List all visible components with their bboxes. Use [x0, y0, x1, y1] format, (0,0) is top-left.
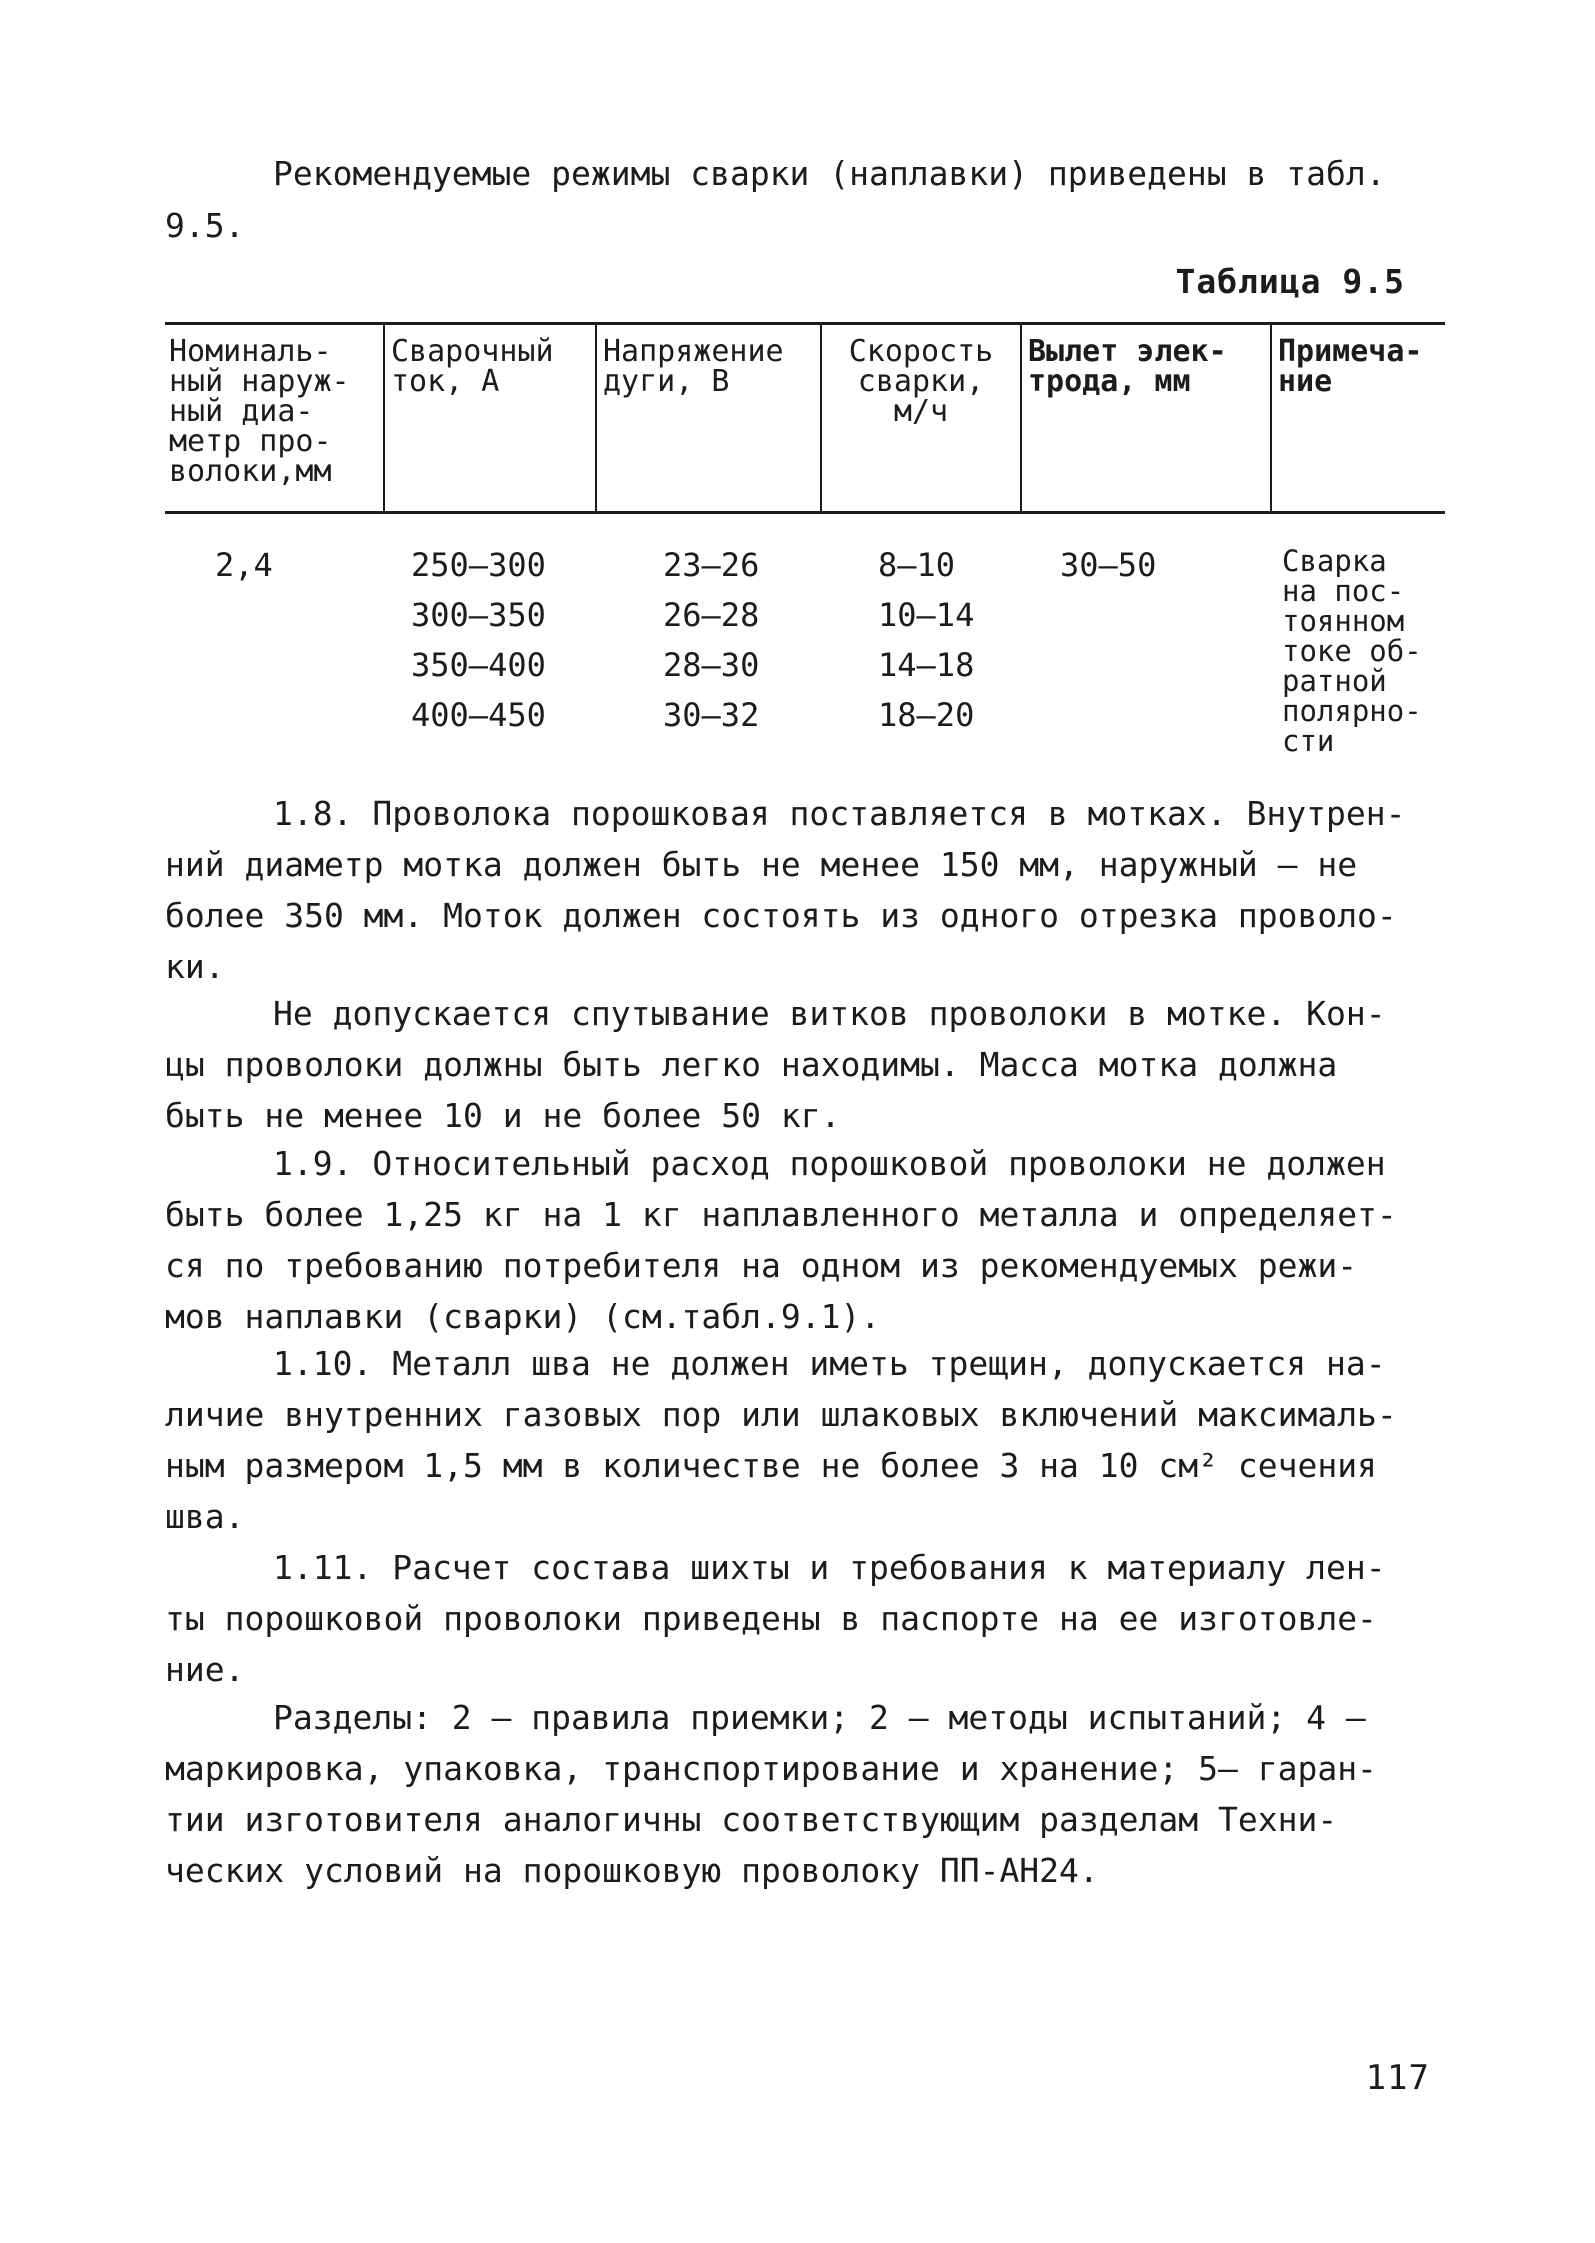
- col-current: [383, 540, 595, 802]
- table-cell: 250–300: [411, 546, 546, 584]
- text-line: ным размером 1,5 мм в количестве не более 3 на 10 см² сечения: [165, 1446, 1377, 1485]
- text-line: шва.: [165, 1497, 245, 1536]
- header-note: Примеча- ние: [1270, 325, 1445, 511]
- text-line: 1.8. Проволока порошковая поставляется в мотках. Внутрен-: [273, 794, 1406, 833]
- paragraph-1-11: [165, 1542, 1445, 1695]
- table-cell: 2,4: [215, 546, 273, 584]
- table-cell: 350–400: [411, 646, 546, 684]
- table-cell: 30–32: [663, 696, 760, 734]
- text-line: ты порошковой проволоки приведены в паспорте на ее изготовле-: [165, 1599, 1377, 1638]
- table-cell: 400–450: [411, 696, 546, 734]
- table-cell: 23–26: [663, 546, 760, 584]
- text-line: быть более 1,25 кг на 1 кг наплавленного металла и определяет-: [165, 1195, 1397, 1234]
- text-line: 1.9. Относительный расход порошковой проволоки не должен: [273, 1144, 1386, 1183]
- text-line: ческих условий на порошковую проволоку ПП-АН24.: [165, 1851, 1099, 1890]
- header-stickout: Вылет элек- трода, мм: [1020, 325, 1270, 511]
- intro-line: Рекомендуемые режимы сварки (наплавки) приведены в табл.: [273, 154, 1386, 193]
- intro-paragraph: [165, 148, 1445, 252]
- welding-modes-table: [165, 322, 1445, 802]
- text-line: мов наплавки (сварки) (см.табл.9.1).: [165, 1297, 881, 1336]
- text-line: ние.: [165, 1650, 245, 1689]
- text-line: Не допускается спутывание витков проволоки в мотке. Кон-: [273, 994, 1386, 1033]
- paragraph-sections: [165, 1692, 1445, 1896]
- paragraph-1-10: [165, 1338, 1445, 1542]
- text-line: ний диаметр мотка должен быть не менее 150 мм, наружный – не: [165, 845, 1358, 884]
- table-body: [165, 514, 1445, 802]
- text-line: 1.11. Расчет состава шихты и требования к материалу лен-: [273, 1548, 1386, 1587]
- text-line: более 350 мм. Моток должен состоять из одного отрезка проволо-: [165, 896, 1397, 935]
- table-header: [165, 322, 1445, 514]
- col-stickout: [1020, 540, 1270, 802]
- table-cell: 300–350: [411, 596, 546, 634]
- text-line: Разделы: 2 – правила приемки; 2 – методы испытаний; 4 –: [273, 1698, 1366, 1737]
- text-line: ся по требованию потребителя на одном из рекомендуемых режи-: [165, 1246, 1358, 1285]
- table-caption: Таблица 9.5: [1175, 262, 1405, 301]
- paragraph-1-9: [165, 1138, 1445, 1342]
- table-cell: 26–28: [663, 596, 760, 634]
- table-cell: 10–14: [878, 596, 975, 634]
- text-line: цы проволоки должны быть легко находимы. Масса мотка должна: [165, 1045, 1338, 1084]
- text-line: маркировка, упаковка, транспортирование и хранение; 5– гаран-: [165, 1749, 1377, 1788]
- header-voltage: Напряжение дуги, В: [595, 325, 820, 511]
- table-cell: 8–10: [878, 546, 956, 584]
- text-line: 1.10. Металл шва не должен иметь трещин, допускается на-: [273, 1344, 1386, 1383]
- table-cell: 14–18: [878, 646, 975, 684]
- col-note: Сварка на пос- тоянном токе об- ратной полярно- сти: [1282, 544, 1422, 758]
- header-current: Сварочный ток, А: [383, 325, 595, 511]
- table-cell: 18–20: [878, 696, 975, 734]
- header-diameter: Номиналь- ный наруж- ный диа- метр про- волоки,мм: [169, 334, 350, 489]
- table-cell: 30–50: [1060, 546, 1157, 584]
- text-line: тии изготовителя аналогичны соответствующим разделам Техни-: [165, 1800, 1338, 1839]
- paragraph-1-8: [165, 788, 1445, 992]
- col-voltage: [595, 540, 820, 802]
- col-speed: [820, 540, 1020, 802]
- table-cell: 28–30: [663, 646, 760, 684]
- paragraph-1-8-cont: [165, 988, 1445, 1141]
- page-number: 117: [1365, 2058, 1430, 2098]
- header-speed: Скорость сварки, м/ч: [820, 325, 1020, 511]
- text-line: быть не менее 10 и не более 50 кг.: [165, 1096, 841, 1135]
- text-line: ки.: [165, 947, 225, 986]
- col-diameter: [165, 540, 383, 802]
- intro-line: 9.5.: [165, 206, 245, 245]
- text-line: личие внутренних газовых пор или шлаковых включений максималь-: [165, 1395, 1397, 1434]
